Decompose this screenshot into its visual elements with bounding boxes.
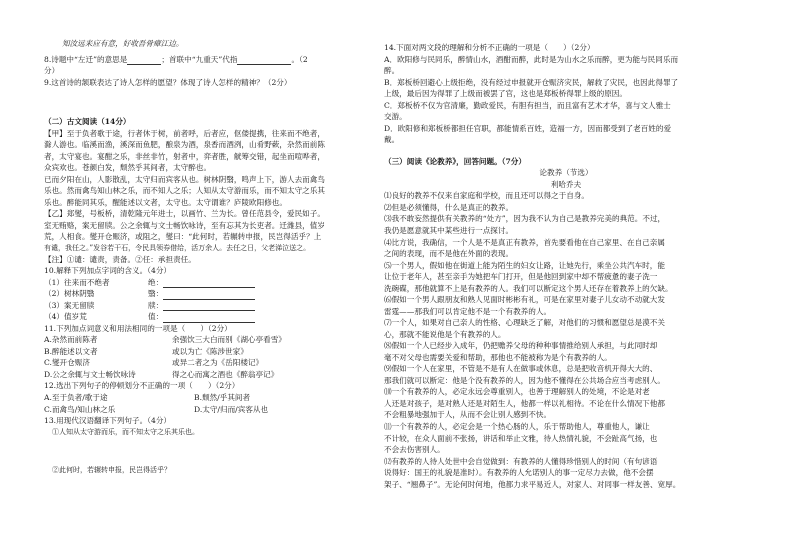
essay-line: 说得好：国王的礼貌是准时）。有教养的人允诺别人的事一定尽力去做，他不会摆 bbox=[384, 468, 654, 478]
passage-line: 【甲】至于负者歌于途，行者休于树，前者呼，后者应，伛偻提携，往来而不绝者， bbox=[44, 128, 325, 138]
q10-item: （3）案无留牍 牍： bbox=[44, 300, 366, 312]
answer-blank-8a[interactable] bbox=[127, 64, 161, 65]
question-13: 13.用现代汉语翻译下列句子。（4分） bbox=[44, 416, 172, 426]
q11-option-d[interactable]: D.公之余辄与文士畅饮咏诗 得之心而寓之酒也《醉翁亭记》 bbox=[44, 369, 279, 379]
essay-line: 心，那就不能说他是个有教养的人。 bbox=[384, 329, 506, 339]
essay-line: ⑹假如一个男人跟朋友和熟人见面时彬彬有礼，可是在家里对妻子儿女动不动就大发 bbox=[384, 295, 665, 305]
essay-line: ⑾一个有教养的人，必定会是一个热心肠的人，乐于帮助他人，尊重他人，谦让 bbox=[384, 422, 650, 431]
passage-line: 众宾欢也。苍颜白发，颓然乎其间者，太守醉也。 bbox=[44, 163, 212, 173]
section-2-heading: （二）古文阅读（14分） bbox=[44, 117, 131, 127]
passage-line: 乐也。醉能同其乐，醒能述以文者，太守也。太守谓谁？庐陵欧阳修也。 bbox=[44, 197, 287, 207]
passage-line: 室无贿赂，案无留牍。公之余辄与文士畅饮咏诗，至有忘其为长吏者。迁潍县，值岁 bbox=[44, 220, 325, 230]
essay-line: ⑻假如一个人已经步入成年，仍把赡养父母的种种事情推给别人承担，与此同时却 bbox=[384, 341, 658, 351]
passage-jia bbox=[44, 128, 366, 209]
essay-line: ⑸一个男人，假如他在街道上能为陌生的妇女让路，让她先行，乘坐公共汽车时，能 bbox=[384, 260, 665, 270]
q14-option-b[interactable] bbox=[384, 77, 748, 100]
q11-options bbox=[44, 334, 366, 380]
q14-option-d[interactable] bbox=[384, 123, 748, 146]
essay-line: ⑷比方说，我确信，一个人是不是真正有教养，首先要看他在自己家里、在自己亲属 bbox=[384, 237, 665, 247]
essay-line: 洗碗碟，那他就算不上是有教养的人。我们可以断定这个男人还存在着教养上的欠缺。 bbox=[384, 283, 673, 293]
question-9: 9.这首诗的颔联表达了诗人怎样的愿望？体现了诗人怎样的精神？（2分） bbox=[44, 77, 292, 87]
q10-item: （1）往来而不绝者 绝： bbox=[44, 277, 366, 289]
q11-option-b[interactable]: B.醉能述以文者 或以为亡《陈涉世家》 bbox=[44, 346, 248, 356]
option-line: 戴。 bbox=[384, 135, 400, 145]
essay-line: ⑶我不敢妄然提供有关教养的“处方”，因为我不认为自己是教养完美的典范。不过， bbox=[384, 214, 666, 224]
essay-body bbox=[384, 190, 748, 490]
question-14: 14.下面对两文段的理解和分析不正确的一项是（ ）（2分） bbox=[384, 43, 595, 52]
question-12: 12.选出下列句子的停顿划分不正确的一项（ ）（2分） bbox=[44, 381, 240, 391]
annotation-note: 【注】①谴：谴责，责备。②任：承担责任。 bbox=[44, 254, 196, 264]
passage-line: 有谴，我任之。”发谷若干石，令民具领券借给，活万余人。去任之日，父老涕泣送之。 bbox=[44, 243, 311, 252]
question-8: 8.诗题中“左迁”的意思是 ；首联中“九重天”代指 。（2 bbox=[44, 54, 308, 64]
answer-blank-10-3[interactable] bbox=[163, 300, 255, 312]
essay-line: ⑿有教养的人待人处世中会自觉做到：有教养的人懂得珍惜别人的时间（有句谚语 bbox=[384, 456, 658, 466]
essay-line: 不会粗暴地强加于人，从而不会让别人感到不快。 bbox=[384, 410, 552, 420]
option-line: 醉。 bbox=[384, 66, 400, 76]
passage-line: 乐也。然而禽鸟知山林之乐，而不知人之乐；人知从太守游而乐，而不知太守之乐其 bbox=[44, 186, 325, 196]
passage-yi bbox=[44, 208, 366, 253]
q12-options bbox=[44, 392, 366, 415]
answer-blank-10-1[interactable] bbox=[163, 277, 255, 289]
essay-line: 不计较，在众人面前不张扬，讲话和举止文雅，待人热情礼貌，不会趾高气扬，也 bbox=[384, 433, 658, 443]
essay-line: 之间的表现，而不是他在外面的表现。 bbox=[384, 249, 514, 259]
q12-option-row bbox=[44, 404, 366, 416]
q10-item: （2）树林阴翳 翳： bbox=[44, 288, 366, 300]
left-column bbox=[44, 0, 366, 476]
essay-line: ⑵但是必须懂得，什么是真正的教养。 bbox=[384, 202, 514, 212]
q14-option-c[interactable] bbox=[384, 100, 748, 123]
question-8-cont: 分） bbox=[44, 66, 60, 76]
question-13-2: ②此何时，若辗转申报，民岂得活乎？ bbox=[52, 466, 171, 475]
question-13-1: ①人知从太守游而乐，而不知太守之乐其乐也。 bbox=[52, 427, 199, 436]
essay-line: 让位于老年人，甚至亲手为她把车门打开，但是他回到家中却不帮疲惫的妻子洗一 bbox=[384, 272, 658, 282]
essay-line: 架子、“翘鼻子”。无论何时何地，他都力求平易近人，对家人、对同事一样友善、宽厚。 bbox=[384, 479, 681, 489]
passage-line: 已而夕阳在山，人影散乱，太守归而宾客从也。树林阴翳，鸣声上下，游人去而禽鸟 bbox=[44, 174, 325, 184]
essay-line: 我仍是愿意就其中某些进行一点探讨。 bbox=[384, 225, 514, 235]
q12-option-row bbox=[44, 392, 366, 404]
answer-blank-10-2[interactable] bbox=[163, 288, 255, 300]
essay-line: ⑽一个有教养的人，必定永远会尊重别人，也善于理解别人的处境，不论是对老 bbox=[384, 387, 650, 397]
essay-line: 不会去伤害别人。 bbox=[384, 445, 445, 455]
q10-items bbox=[44, 277, 366, 323]
q12-option-d[interactable]: D.太守/归而/宾客从也 bbox=[194, 404, 269, 414]
passage-line: 滁人游也。临溪而渔，溪深而鱼肥，酿泉为酒，泉香而酒洌，山肴野蔌，杂然而前陈 bbox=[44, 140, 325, 150]
option-line: D．欧阳修和郑板桥都担任官职，都能情系百姓，造福一方，因而都受到了老百姓的爱 bbox=[384, 123, 672, 133]
passage-line: 者，太守宴也。宴酣之乐，非丝非竹，射者中，弈者胜，觥筹交错，起坐而喧哗者， bbox=[44, 151, 325, 161]
q12-option-c[interactable]: C.而禽鸟/知山林之乐 bbox=[44, 404, 116, 414]
poem-tail: 知汝远来应有意，好收吾骨瘴江边。 bbox=[62, 39, 184, 48]
answer-blank-10-4[interactable] bbox=[163, 311, 255, 323]
q12-option-a[interactable]: A.至于负者/歌于途 bbox=[44, 392, 108, 402]
essay-line: 毫不对父母也需要关爱和帮助，那他也不能被称为是个有教养的人。 bbox=[384, 352, 612, 362]
essay-line: ⑺一个人，如果对自己亲人的性格、心理缺乏了解，对他们的习惯和愿望总是漠不关 bbox=[384, 318, 665, 328]
essay-line: 人还是对孩子，是对熟人还是对陌生人，他都一样以礼相待。不论在什么情况下他都 bbox=[384, 398, 665, 408]
option-line: 交游。 bbox=[384, 112, 407, 122]
option-line: A．欧阳修与民同乐，醉情山水，酒酣而醉，此时是为山水之乐而醉，更为能与民同乐而 bbox=[384, 54, 679, 64]
option-line: C．郑板桥不仅为官清廉，勤政爱民，有胆有担当，而且富有艺术才华，喜与文人雅士 bbox=[384, 100, 671, 110]
answer-blank-8b[interactable] bbox=[237, 64, 291, 65]
option-line: 上级，最后因为得罪了上级而被罢了官，这也是郑板桥得罪上级的原因。 bbox=[384, 89, 627, 99]
right-column bbox=[384, 42, 748, 490]
essay-line: ⑴良好的教养不仅来自家庭和学校，而且还可以得之于自身。 bbox=[384, 191, 590, 201]
q12-option-b[interactable]: B.颓然/乎其间者 bbox=[194, 392, 251, 402]
essay-line: 那我们就可以断定：他是个没有教养的人，因为他不懂得在公共场合应当考虑别人。 bbox=[384, 375, 665, 385]
essay-line: 雷霆——那我们可以肯定他不是一个有教养的人。 bbox=[384, 306, 552, 316]
essay-author: 利哈乔夫 bbox=[550, 179, 582, 189]
q11-option-a[interactable]: A.杂然而前陈者 余强饮三大白而别《湖心亭看雪》 bbox=[44, 335, 286, 345]
section-3-heading: （三）阅读《论教养》，回答问题。（7分） bbox=[384, 156, 526, 166]
essay-title: 论教养（节选） bbox=[539, 168, 593, 178]
q10-item: （4）值岁荒 值： bbox=[44, 311, 366, 323]
passage-line: 荒，人相食。燮开仓赈济，或阻之，燮曰：“此何时，若辗转申报，民岂得活乎？上 bbox=[44, 232, 322, 242]
question-10: 10.解释下列加点字词的含义。（4分） bbox=[44, 266, 172, 276]
question-11: 11.下列加点词意义和用法相同的一项是（ ）（2分） bbox=[44, 323, 232, 333]
option-line: B．郑板桥回避心上级拒绝，没有经过申报就开仓赈济灾民，解救了灾民，也因此得罪了 bbox=[384, 77, 679, 87]
passage-line: 【乙】郑燮，号板桥，清乾隆元年进士，以画竹、兰为长。曾任范县令，爱民如子。 bbox=[44, 209, 325, 219]
q14-option-a[interactable] bbox=[384, 54, 748, 77]
q11-option-c[interactable]: C.燮开仓赈济 或异二者之为《岳阳楼记》 bbox=[44, 358, 264, 368]
essay-line: ⑼假如一个人在家里，不管是不是有人在做事或休息，总是把收音机开得大大的、 bbox=[384, 364, 658, 374]
